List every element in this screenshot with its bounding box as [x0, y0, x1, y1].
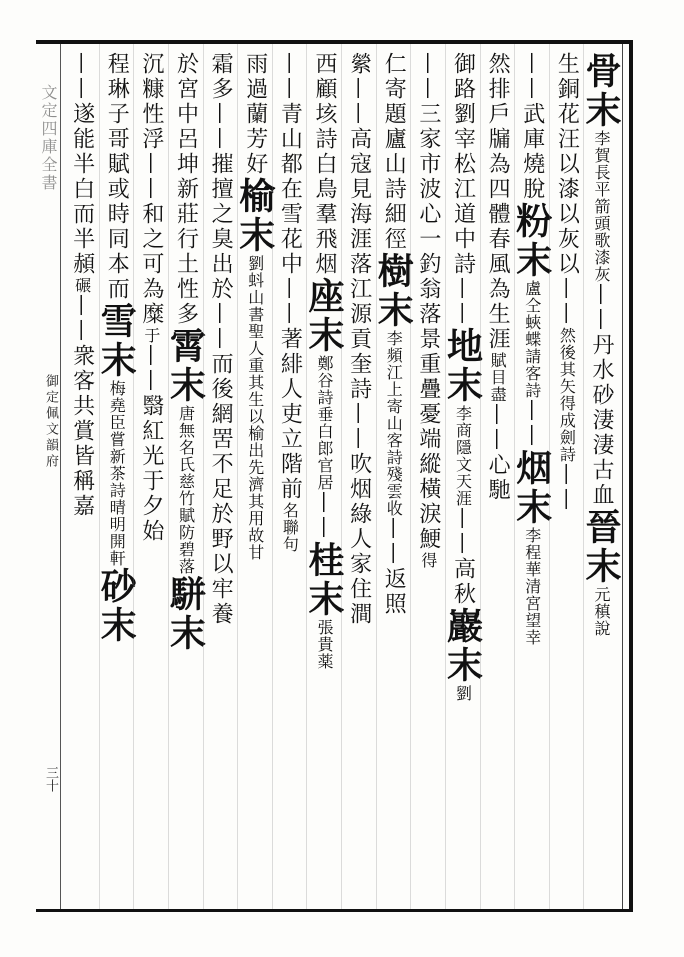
frame-left-rule — [60, 44, 61, 909]
text-segment: 而後網罟不足於野以牢養 — [208, 352, 234, 627]
text-segment: ——丹水砂淒淒古血 — [589, 283, 614, 508]
column-rule — [203, 44, 204, 909]
text-segment: —— — [450, 277, 476, 327]
text-segment: —— — [138, 344, 164, 394]
column-rule — [272, 44, 273, 909]
headword-glyph: 砂 — [95, 567, 138, 606]
text-segment: 張貴薬 — [315, 619, 334, 670]
text-column — [164, 52, 207, 902]
headword-glyph: 桂 — [303, 541, 345, 580]
headword-glyph: 骨 — [580, 52, 622, 91]
frame-right-border — [629, 40, 633, 912]
text-column — [272, 52, 307, 902]
text-segment: 縈—— — [346, 52, 372, 127]
text-segment: —— — [346, 402, 372, 452]
text-segment: 李賀長平箭頭歌漆灰 — [592, 130, 611, 283]
text-column — [95, 52, 138, 902]
text-segment: ——武庫燒脫 — [519, 52, 545, 202]
text-column — [303, 52, 345, 902]
text-segment: 落江源貢奎詩 — [346, 252, 372, 402]
headword-glyph: 座 — [303, 277, 345, 316]
column-rule — [376, 44, 377, 909]
column-rule — [410, 44, 411, 909]
headword-glyph: 地 — [441, 327, 484, 366]
column-rule — [168, 44, 169, 909]
text-segment: 雨過蘭芳好 — [242, 52, 268, 177]
headword-glyph: 末 — [441, 646, 484, 685]
headword-glyph: 末 — [164, 366, 207, 405]
fold-margin — [36, 44, 60, 909]
headword-glyph: 末 — [95, 341, 138, 380]
text-column — [372, 52, 415, 902]
text-segment: 摧 — [208, 152, 234, 177]
text-column — [341, 52, 376, 902]
text-segment: 于 — [141, 327, 161, 344]
text-segment: 劉 — [453, 685, 473, 702]
frame-bottom-border — [36, 909, 632, 912]
text-segment: 劉蚪山書聖人重其生以榆出先濟其用故甘 — [245, 255, 265, 561]
text-segment: 鄭谷詩垂白郎官居 — [315, 355, 334, 491]
column-rule — [341, 44, 342, 909]
text-column — [580, 52, 622, 902]
headword-glyph: 晉 — [580, 508, 622, 547]
text-segment: —— — [381, 517, 407, 567]
frame-inner-rule — [622, 44, 623, 909]
text-segment: ——青山都在雪花中 — [277, 52, 303, 277]
text-segment: 元稹說 — [592, 586, 611, 637]
text-segment: 碾 — [72, 277, 92, 294]
fold-page-number: 三十 — [43, 766, 58, 792]
text-segment: —— — [519, 399, 545, 449]
text-segment: 衆客共賞皆稱嘉 — [69, 344, 95, 519]
text-segment: ——著緋人吏立階前 — [277, 277, 303, 502]
headword-glyph: 末 — [580, 547, 622, 586]
column-rule — [480, 44, 481, 909]
text-segment: 返照 — [381, 567, 407, 617]
text-segment: 得 — [418, 552, 438, 569]
text-column — [410, 52, 445, 902]
column-rule — [549, 44, 550, 909]
text-segment: 翳紅光于夕始 — [138, 394, 164, 544]
text-segment: 擅之臭出於 — [208, 177, 234, 302]
text-segment: 然排戶牖 — [485, 52, 511, 152]
text-segment: —— — [450, 507, 476, 557]
text-column — [549, 52, 584, 902]
text-segment: —— — [485, 403, 511, 453]
text-segment: 李程華清宮望幸 — [522, 527, 542, 646]
headword-glyph: 粉 — [510, 202, 553, 241]
text-segment: 梅堯臣嘗新茶詩晴明開軒 — [107, 380, 127, 567]
headword-glyph: 末 — [303, 580, 345, 619]
text-segment: 為四體春風為生涯 — [485, 152, 511, 352]
text-segment: 賦目盡 — [488, 352, 508, 403]
text-segment: 仁寄題廬山詩細徑 — [381, 52, 407, 252]
text-segment: —— — [208, 302, 234, 352]
text-segment: —— — [312, 491, 337, 541]
text-segment: 生銅花汪以漆以灰以 — [554, 52, 580, 277]
headword-glyph: 樹 — [372, 252, 415, 291]
text-segment: 然後其矢得成 — [557, 327, 577, 429]
text-segment: —— — [69, 294, 95, 344]
text-segment: 西顧垓詩白鳥羣飛烟 — [312, 52, 337, 277]
headword-glyph: 巖 — [441, 607, 484, 646]
headword-glyph: 雪 — [95, 302, 138, 341]
text-segment: 高秋 — [450, 557, 476, 607]
text-column — [480, 52, 515, 902]
text-column — [64, 52, 99, 902]
text-segment: 吹烟綠人家住澗 — [346, 452, 372, 627]
headword-glyph: 烟 — [510, 449, 553, 488]
text-segment: ——遂能半白而半頳 — [69, 52, 95, 277]
column-rule — [237, 44, 238, 909]
column-rule — [99, 44, 100, 909]
faded-margin-text: 文定四庫全書 — [39, 84, 58, 192]
text-segment: —— — [554, 277, 580, 327]
column-rule — [514, 44, 515, 909]
text-segment: 名聯句 — [280, 502, 300, 553]
text-column — [441, 52, 484, 902]
headword-glyph: 末 — [510, 488, 553, 527]
headword-glyph: 末 — [164, 614, 207, 653]
text-segment: 於宮中呂坤新莊行土性多 — [173, 52, 199, 327]
headword-glyph: 末 — [580, 91, 622, 130]
frame-top-border — [36, 40, 632, 44]
headword-glyph: 末 — [233, 216, 276, 255]
text-segment: 霜多—— — [208, 52, 234, 152]
text-segment: 盧仝蛺蝶請客詩 — [522, 280, 542, 399]
text-segment: —— — [554, 463, 580, 513]
fold-book-title: 御定佩文韻府 — [43, 374, 58, 470]
column-rule — [583, 44, 584, 909]
headword-glyph: 榆 — [233, 177, 276, 216]
text-segment: 御路劉宰松江道中詩 — [450, 52, 476, 277]
text-segment: 唐無名氏慈竹賦防碧落 — [176, 405, 196, 575]
headword-glyph: 末 — [95, 606, 138, 645]
headword-glyph: 末 — [510, 241, 553, 280]
text-segment: 心馳 — [485, 453, 511, 503]
text-segment: 高寇見海涯 — [346, 127, 372, 252]
headword-glyph: 末 — [303, 316, 345, 355]
headword-glyph: 霄 — [164, 327, 207, 366]
text-segment: 李頻江上寄山客詩殘雲收 — [384, 330, 404, 517]
text-column — [133, 52, 168, 902]
column-rule — [445, 44, 446, 909]
text-segment: 程琳子哥賦或時同本而 — [104, 52, 130, 302]
headword-glyph: 末 — [441, 366, 484, 405]
text-segment: 沉糠性浮——和之可為糜 — [138, 52, 164, 327]
column-rule — [306, 44, 307, 909]
text-segment: 劍詩 — [557, 429, 577, 463]
headword-glyph: 末 — [372, 291, 415, 330]
column-rule — [133, 44, 134, 909]
text-column — [203, 52, 238, 902]
text-column — [233, 52, 276, 902]
text-segment: 落景重疊憂端縱橫淚鯁 — [415, 302, 441, 552]
text-segment: 李商隱文天涯 — [453, 405, 473, 507]
headword-glyph: 駢 — [164, 575, 207, 614]
text-column — [510, 52, 553, 902]
text-segment: ——三家市波心一釣翁 — [415, 52, 441, 302]
